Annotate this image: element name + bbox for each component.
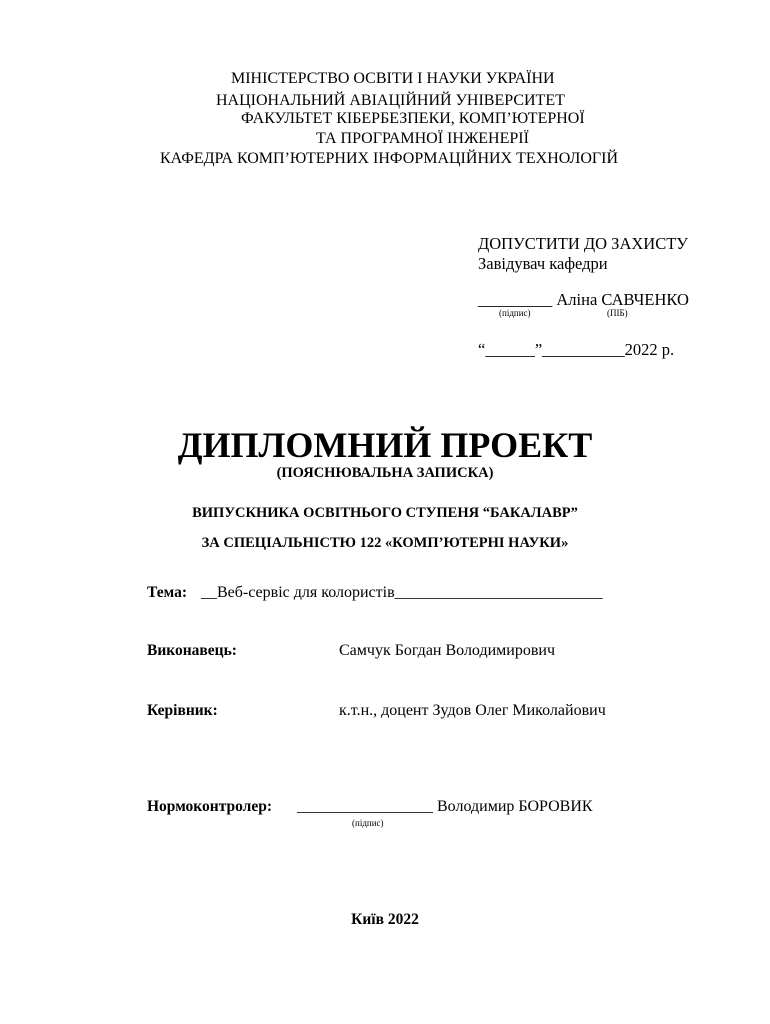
approval-date-line: “______”__________2022 р. [478, 340, 675, 359]
normcontrol-label: Нормоконтролер: [147, 798, 273, 815]
document-subtitle: (ПОЯСНЮВАЛЬНА ЗАПИСКА) [276, 465, 494, 481]
city-year: Київ 2022 [351, 911, 419, 928]
header-faculty-line2: ТА ПРОГРАМНОЇ ІНЖЕНЕРІЇ [316, 130, 529, 147]
document-title: ДИПЛОМНИЙ ПРОЕКТ [177, 425, 593, 465]
approval-signature-caption: (підпис) [499, 308, 531, 318]
topic-value: __Веб-сервіс для колористів__________________________ [201, 584, 603, 601]
author-value: Самчук Богдан Володимирович [339, 642, 556, 659]
header-ministry: МІНІСТЕРСТВО ОСВІТИ І НАУКИ УКРАЇНИ [231, 70, 555, 87]
topic-label: Тема: [147, 584, 187, 601]
specialty-line: ЗА СПЕЦІАЛЬНІСТЮ 122 «КОМП’ЮТЕРНІ НАУКИ» [201, 535, 569, 551]
normcontrol-value: _________________ Володимир БОРОВИК [297, 798, 593, 815]
header-university: НАЦІОНАЛЬНИЙ АВІАЦІЙНИЙ УНІВЕРСИТЕТ [216, 92, 565, 109]
degree-line: ВИПУСКНИКА ОСВІТНЬОГО СТУПЕНЯ “БАКАЛАВР” [192, 505, 578, 521]
header-department: КАФЕДРА КОМП’ЮТЕРНИХ ІНФОРМАЦІЙНИХ ТЕХНОЛОГІЙ [160, 150, 619, 167]
approval-position: Завідувач кафедри [478, 254, 608, 273]
header-faculty-line1: ФАКУЛЬТЕТ КІБЕРБЕЗПЕКИ, КОМП’ЮТЕРНОЇ [241, 110, 585, 127]
approval-heading: ДОПУСТИТИ ДО ЗАХИСТУ [478, 234, 688, 253]
supervisor-label: Керівник: [147, 702, 218, 719]
supervisor-value: к.т.н., доцент Зудов Олег Миколайович [339, 702, 606, 719]
approval-name-caption: (ПІБ) [607, 308, 628, 318]
normcontrol-caption: (підпис) [352, 818, 384, 828]
approval-signature-line: _________ Аліна САВЧЕНКО [478, 290, 689, 309]
author-label: Виконавець: [147, 642, 237, 659]
